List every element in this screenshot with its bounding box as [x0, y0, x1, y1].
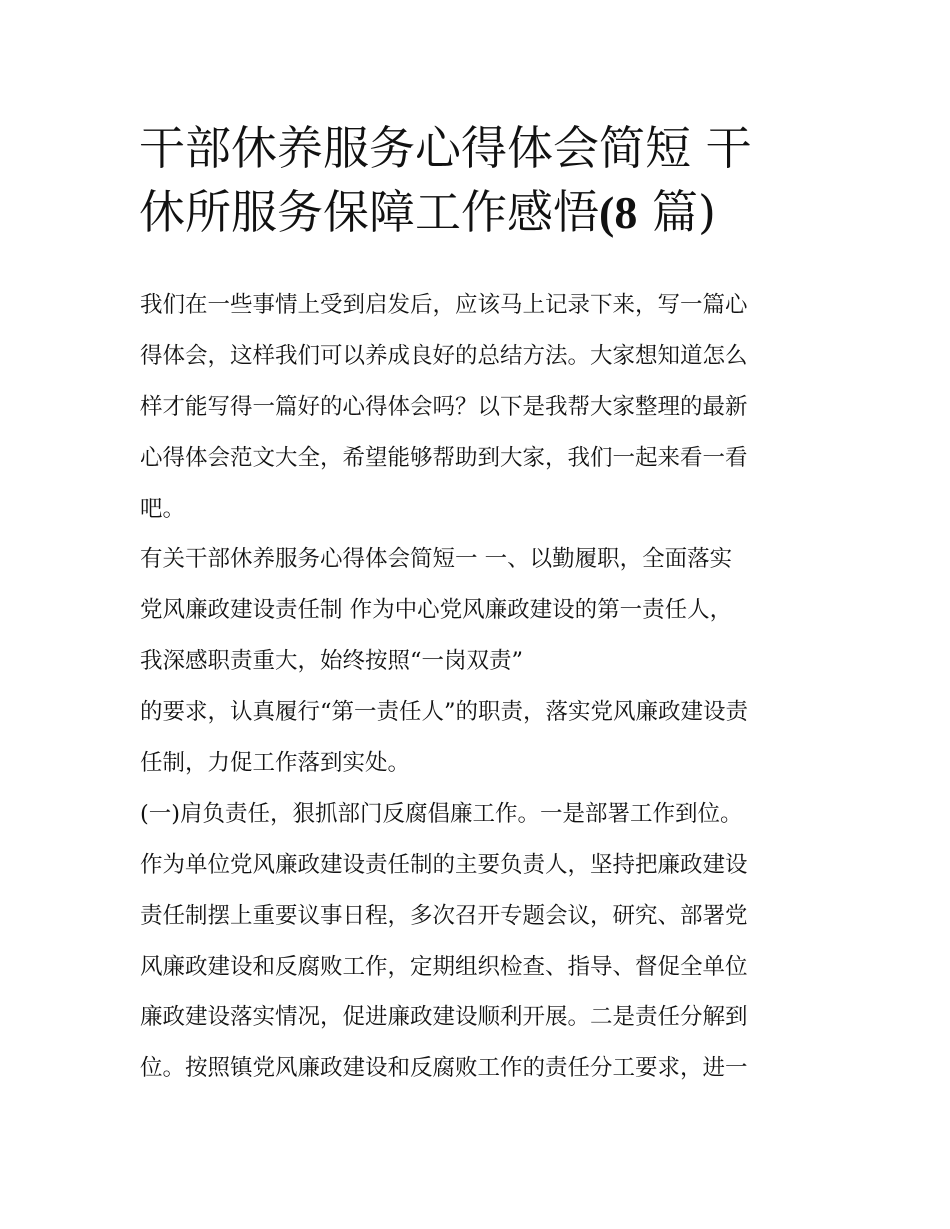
title-line-2-text: 休所服务保障工作感悟	[139, 185, 599, 239]
text-line: 任制，力促工作落到实处。	[140, 750, 411, 777]
text-line: 得体会，这样我们可以养成良好的总结方法。大家想知道怎么	[140, 342, 748, 369]
text-line: 位。按照镇党风廉政建设和反腐败工作的责任分工要求，进一	[140, 1055, 748, 1082]
document-body	[140, 280, 820, 1094]
text-line: 党风廉政建设责任制 作为中心党风廉政建设的第一责任人，	[140, 597, 733, 624]
text-line: 样才能写得一篇好的心得体会吗？以下是我帮大家整理的最新	[140, 393, 748, 420]
title-count: (8	[599, 187, 638, 238]
text-line: 廉政建设落实情况，促进廉政建设顺利开展。二是责任分解到	[140, 1004, 748, 1031]
document-title	[139, 116, 819, 245]
text-line: 有关干部休养服务心得体会简短一 一、以勤履职，全面落实	[140, 546, 733, 573]
text-line: (一)肩负责任，狠抓部门反腐倡廉工作。一是部署工作到位。	[140, 800, 743, 827]
text-line: 作为单位党风廉政建设责任制的主要负责人，坚持把廉政建设	[140, 851, 748, 878]
text-line: 风廉政建设和反腐败工作，定期组织检查、指导、督促全单位	[140, 953, 748, 980]
text-line: 心得体会范文大全，希望能够帮助到大家，我们一起来看一看	[140, 444, 748, 471]
text-line: 我深感职责重大，始终按照“一岗双责”	[140, 648, 524, 675]
text-line: 责任制摆上重要议事日程，多次召开专题会议，研究、部署党	[140, 902, 748, 929]
text-line: 我们在一些事情上受到启发后，应该马上记录下来，写一篇心	[140, 292, 748, 318]
title-line-1: 干部休养服务心得体会简短 干	[139, 121, 752, 175]
text-line: 吧。	[140, 495, 186, 522]
title-line-2-end: 篇)	[637, 185, 716, 239]
text-line: 的要求，认真履行“第一责任人”的职责，落实党风廉政建设责	[140, 699, 749, 726]
title-line-2	[139, 180, 819, 245]
